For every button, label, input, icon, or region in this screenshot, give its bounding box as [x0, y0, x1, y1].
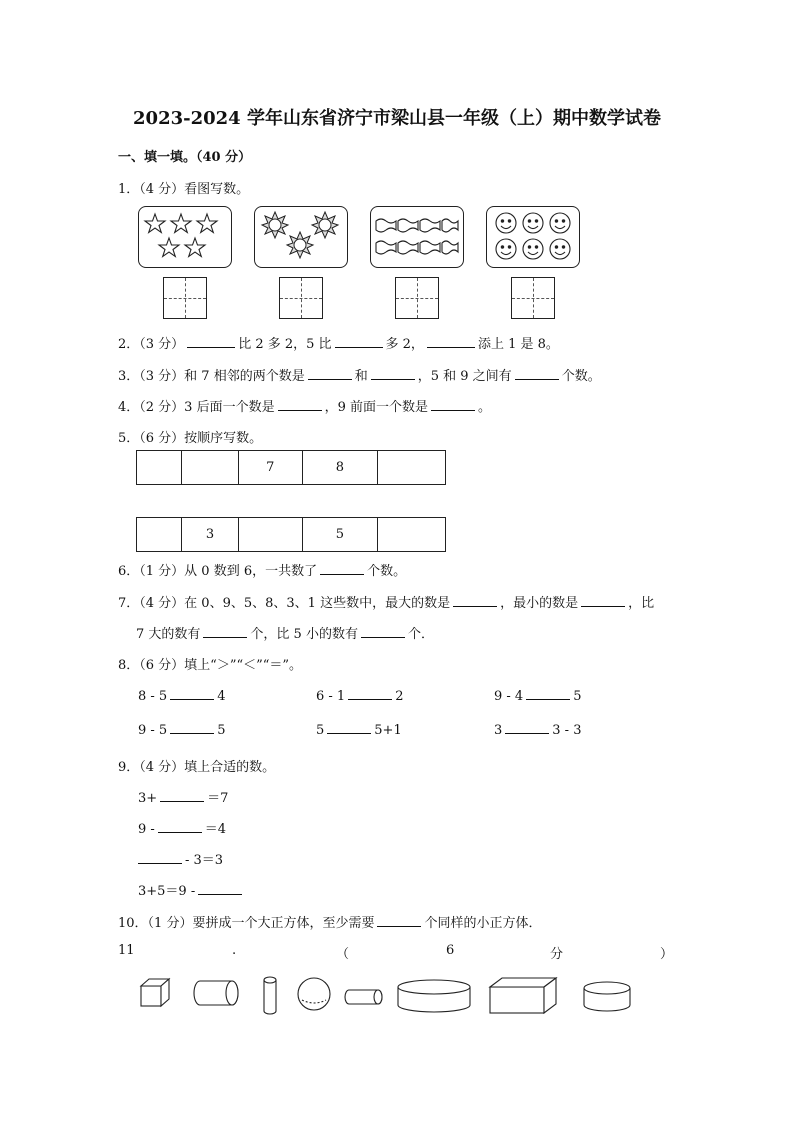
- flag-icon: [371, 207, 463, 267]
- cylinder-icon: [582, 980, 632, 1014]
- comparison-item: 9 - 4 5: [494, 689, 582, 704]
- answer-blank[interactable]: [361, 625, 405, 638]
- comparison-item: 3 3 - 3: [494, 723, 582, 738]
- q10-text: 个同样的小正方体．: [424, 916, 542, 931]
- answer-blank[interactable]: [308, 367, 352, 380]
- sequence-cell[interactable]: [182, 451, 238, 485]
- answer-blank[interactable]: [138, 851, 182, 864]
- answer-blank[interactable]: [170, 721, 214, 734]
- q6-text: 6．（1 分）从 0 数到 6，一共数了: [118, 564, 318, 579]
- cuboid-icon: [488, 976, 558, 1016]
- smileys-picture: [486, 206, 580, 268]
- sequence-table-1: [136, 450, 446, 485]
- answer-blank[interactable]: [371, 367, 415, 380]
- q10-text: 10．（1 分）要拼成一个大正方体，至少需要: [118, 916, 375, 931]
- sequence-cell: 7: [238, 451, 302, 485]
- q4-text: ，9 前面一个数是: [324, 400, 428, 415]
- answer-blank[interactable]: [453, 594, 497, 607]
- answer-grid-1[interactable]: [163, 277, 207, 319]
- sequence-table-2: [136, 517, 446, 552]
- question-9: 9．（4 分）填上合适的数。: [118, 760, 276, 775]
- cylinder-icon: [262, 976, 278, 1016]
- flags-picture: [370, 206, 464, 268]
- answer-blank[interactable]: [160, 789, 204, 802]
- q7-text: ，最小的数是: [500, 596, 579, 611]
- q7-text: 7．（4 分）在 0、9、5、8、3、1 这些数中，最大的数是: [118, 596, 451, 611]
- question-4: [118, 396, 491, 415]
- answer-grid-3[interactable]: [395, 277, 439, 319]
- comparison-item: 8 - 5 4: [138, 689, 226, 704]
- question-10: [118, 912, 541, 931]
- sequence-cell: 8: [302, 451, 377, 485]
- q2-text: 添上 1 是 8。: [477, 337, 559, 352]
- q7-text: 个，比 5 小的数有: [250, 627, 358, 642]
- question-11-unit: 分: [550, 947, 564, 962]
- question-11-dot: .: [232, 943, 237, 958]
- q7-text: ，比: [628, 596, 655, 611]
- q7-text: 个．: [407, 627, 434, 642]
- sequence-cell: 3: [182, 518, 238, 552]
- answer-blank[interactable]: [377, 914, 421, 927]
- q3-text: ，5 和 9 之间有: [417, 369, 512, 384]
- sequence-cell: 5: [302, 518, 377, 552]
- answer-blank[interactable]: [203, 625, 247, 638]
- sequence-cell[interactable]: [238, 518, 302, 552]
- answer-blank[interactable]: [581, 594, 625, 607]
- answer-blank[interactable]: [515, 367, 559, 380]
- q3-text: 个数。: [561, 369, 601, 384]
- fill-item: 9 - ＝4: [138, 822, 227, 837]
- question-8: 8．（6 分）填上“＞”“＜”“＝”。: [118, 658, 303, 673]
- q3-text: 3．（3 分）和 7 相邻的两个数是: [118, 369, 305, 384]
- question-11-number: 11: [118, 943, 135, 958]
- q4-text: 。: [477, 400, 491, 415]
- answer-blank[interactable]: [505, 721, 549, 734]
- q4-text: 4．（2 分）3 后面一个数是: [118, 400, 275, 415]
- sun-icon: [255, 207, 347, 267]
- answer-blank[interactable]: [431, 398, 475, 411]
- answer-blank[interactable]: [170, 687, 214, 700]
- cylinder-icon: [396, 978, 472, 1014]
- answer-blank[interactable]: [427, 335, 475, 348]
- cube-icon: [138, 976, 172, 1010]
- answer-blank[interactable]: [320, 562, 364, 575]
- question-11-score: 6: [446, 943, 455, 958]
- fill-item: 3+ ＝7: [138, 791, 229, 806]
- cylinder-icon: [192, 976, 242, 1010]
- answer-blank[interactable]: [348, 687, 392, 700]
- question-1: 1．（4 分）看图写数。: [118, 182, 250, 197]
- question-7: [118, 592, 654, 611]
- answer-blank[interactable]: [335, 335, 383, 348]
- answer-grid-2[interactable]: [279, 277, 323, 319]
- stars-picture: [138, 206, 232, 268]
- comparison-item: 9 - 5 5: [138, 723, 226, 738]
- question-7-line-2: [136, 623, 434, 642]
- question-5: 5．（6 分）按顺序写数。: [118, 431, 263, 446]
- question-6: [118, 560, 406, 579]
- answer-blank[interactable]: [278, 398, 322, 411]
- q2-text: 多 2，: [385, 337, 424, 352]
- q6-text: 个数。: [367, 564, 407, 579]
- star-icon: [139, 207, 231, 267]
- comparison-item: 5 5+1: [316, 723, 402, 738]
- fill-item: - 3＝3: [135, 849, 223, 868]
- answer-blank[interactable]: [158, 820, 202, 833]
- answer-blank[interactable]: [327, 721, 371, 734]
- q2-prefix: 2．（3 分）: [118, 337, 185, 352]
- sequence-cell[interactable]: [377, 451, 445, 485]
- answer-grid-4[interactable]: [511, 277, 555, 319]
- smiley-face-icon: [487, 207, 579, 267]
- sequence-cell[interactable]: [137, 518, 182, 552]
- sequence-cell[interactable]: [377, 518, 445, 552]
- answer-blank[interactable]: [187, 335, 235, 348]
- q7-text: 7 大的数有: [136, 627, 201, 642]
- comparison-item: 6 - 1 2: [316, 689, 404, 704]
- answer-blank[interactable]: [526, 687, 570, 700]
- suns-picture: [254, 206, 348, 268]
- answer-blank[interactable]: [198, 882, 242, 895]
- section-heading: 一、填一填。（40 分）: [118, 150, 252, 165]
- sequence-cell[interactable]: [137, 451, 182, 485]
- question-2: [118, 333, 559, 352]
- question-11-paren: （: [336, 947, 350, 962]
- q2-text: 比 2 多 2，5 比: [238, 337, 332, 352]
- q3-text: 和: [354, 369, 368, 384]
- question-11-paren: ）: [660, 947, 674, 962]
- fill-item: 3+5＝9 -: [138, 880, 245, 899]
- cylinder-icon: [344, 987, 384, 1007]
- question-3: [118, 365, 601, 384]
- exam-title: 2023-2024 学年山东省济宁市梁山县一年级（上）期中数学试卷: [133, 108, 661, 129]
- sphere-icon: [296, 976, 332, 1012]
